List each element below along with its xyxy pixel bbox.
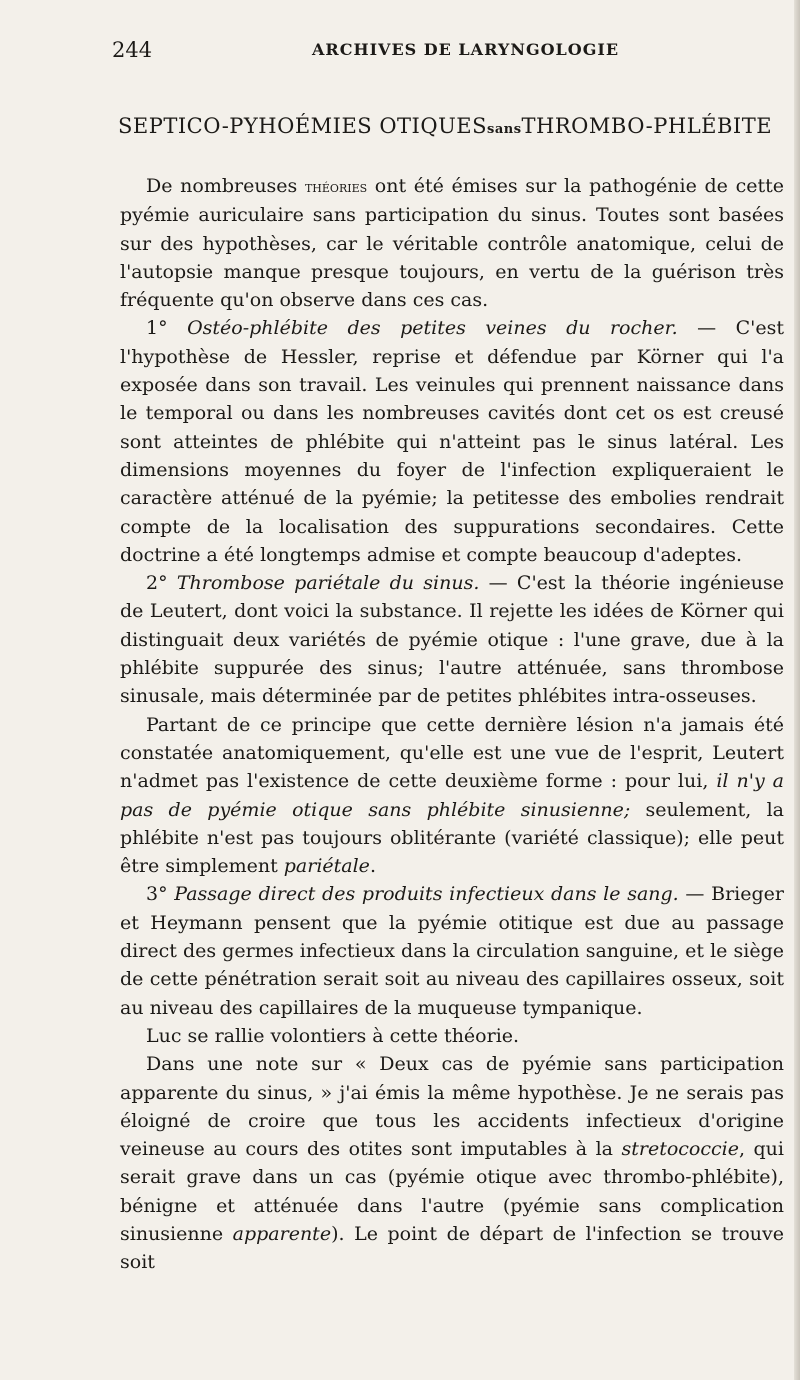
text-run: ont été émises sur la pathogénie de cette pyémie auriculaire sans participation du sinus. Toutes sont basées sur des hypothèses, car le véritable contrôle anatomique, celui de l'autopsie manque presque toujours, en vertu de la guérison très fréquente qu'on observe dans ces cas. — [120, 175, 784, 312]
text-run: , qui serait grave dans un cas (pyémie otique avec thrombo-phlébite), bénigne et atténuée dans l'autre (pyémie sans complication sinusienne — [120, 1138, 784, 1245]
text-run: . — [369, 855, 376, 878]
text-run: — C'est la théorie ingénieuse de Leutert, dont voici la substance. Il rejette les idées de Körner qui distinguait deux variétés de pyémie otique : l'une grave, due à la phlébite suppurée des sinus; l'autre atténuée, sans thrombose sinusale, mais déterminée par de petites phlébites intra-osseuses. — [120, 572, 784, 708]
paragraph-leutert — [120, 711, 784, 881]
section-title-part1: SEPTICO-PYHOÉMIES OTIQUES — [118, 114, 487, 138]
theory-title: Ostéo-phlébite des petites veines du rocher. — [187, 317, 678, 340]
text-run: Partant de ce principe que cette dernière lésion n'a jamais été constatée anatomiquement, qu'elle est une vue de l'esprit, Leutert n'admet pas l'existence de cette deuxième forme : pour lui, — [120, 713, 784, 793]
page-number: 244 — [112, 38, 153, 62]
italic-run: il n'y a pas de pyémie otique sans phlébite sinusienne; — [120, 770, 784, 821]
theory-number: 2° — [146, 572, 177, 595]
body-text — [120, 172, 784, 1277]
text-run: — Brieger et Heymann pensent que la pyémie otitique est due au passage direct des germes infectieux dans la circulation sanguine, et le siège de cette pénétration serait soit au niveau des capillaires osseux, soit au niveau des capillaires de la muqueuse tympanique. — [120, 883, 784, 1019]
theory-number: 3° — [146, 883, 175, 906]
theory-title: Thrombose pariétale du sinus. — [176, 572, 480, 595]
paragraph-note — [120, 1050, 784, 1276]
text-run: — C'est l'hypothèse de Hessler, reprise et défendue par Körner qui l'a exposée dans son travail. Les veinules qui prennent naissance dans le temporal ou dans les nombreuses cavités dont cet os est creusé sont atteintes de phlébite qui n'atteint pas le sinus latéral. Les dimensions moyennes du foyer de l'infection expliqueraient le caractère atténué de la pyémie; la petitesse des embolies rendrait compte de la localisation des suppurations secondaires. Cette doctrine a été longtemps admise et compte beaucoup d'adeptes. — [120, 317, 784, 566]
paragraph-intro — [120, 172, 784, 314]
running-head — [112, 38, 740, 66]
paragraph-theory-1 — [120, 314, 784, 569]
paragraph-theory-3 — [120, 880, 784, 1021]
text-run: De nombreuses — [146, 175, 305, 197]
italic-run: stretococcie — [621, 1138, 739, 1161]
text-run: seulement, la phlébite n'est pas toujours oblitérante (variété classique); elle peut être simplement — [120, 798, 784, 878]
theory-number: 1° — [146, 317, 188, 340]
page-edge — [794, 0, 800, 1380]
italic-run: pariétale — [283, 855, 370, 878]
section-title-part2: sans — [487, 122, 522, 137]
paragraph-theory-2 — [120, 569, 784, 710]
theory-title: Passage direct des produits infectieux dans le sang. — [174, 883, 679, 906]
small-caps-run: théories — [304, 177, 368, 196]
paragraph-luc — [120, 1022, 784, 1050]
italic-run: apparente — [232, 1222, 332, 1245]
text-run: Dans une note sur « Deux cas de pyémie sans participation apparente du sinus, » j'ai émis la même hypothèse. Je ne serais pas éloigné de croire que tous les accidents infectieux d'origine veineuse au cours des otites sont imputables à la — [120, 1053, 784, 1161]
section-title-part3: THROMBO-PHLÉBITE — [521, 114, 773, 138]
text-run: Luc se rallie volontiers à cette théorie. — [146, 1024, 520, 1047]
running-title: ARCHIVES DE LARYNGOLOGIE — [312, 40, 620, 59]
text-run: ). Le point de départ de l'infection se trouve soit — [120, 1222, 784, 1274]
section-title — [118, 114, 798, 138]
